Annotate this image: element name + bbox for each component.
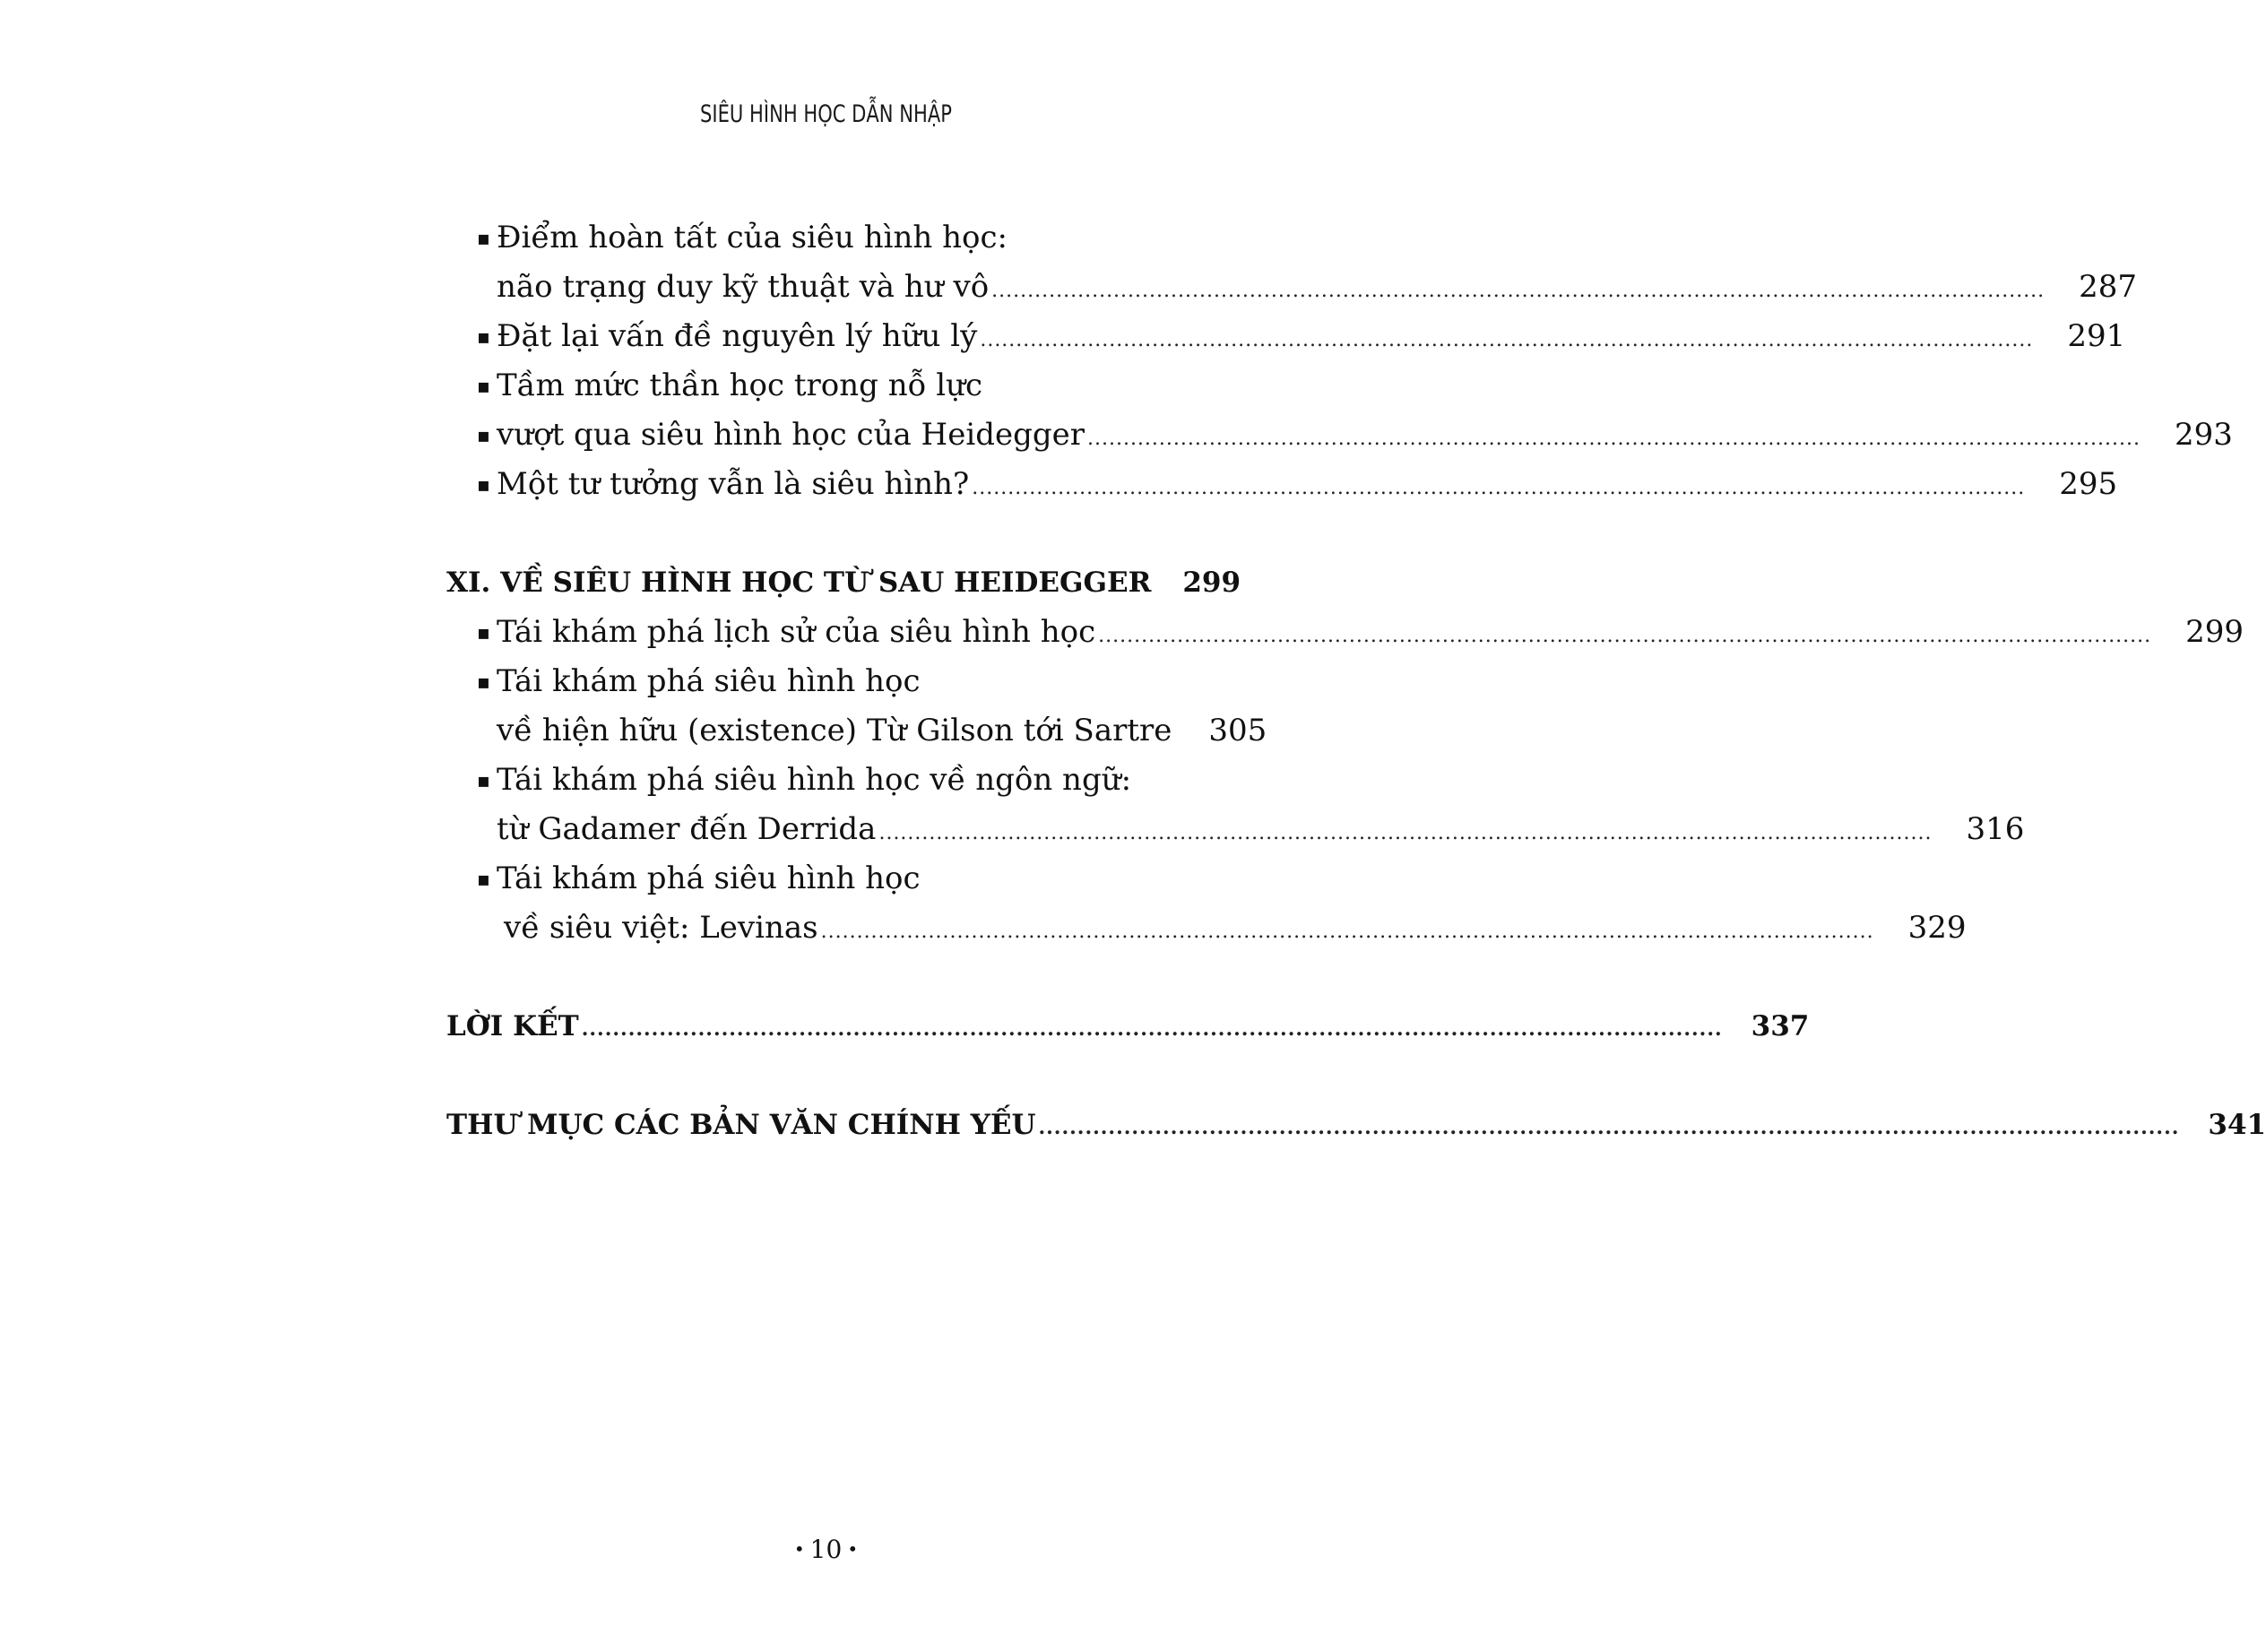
- bullet-icon: ▪: [477, 474, 490, 497]
- toc-entry[interactable]: [446, 657, 1235, 706]
- toc-entry-title: Đặt lại vấn đề nguyên lý hữu lý: [497, 318, 978, 354]
- toc-entry-title: Tầm mức thần học trong nỗ lực: [497, 368, 983, 403]
- toc-page-number: 293: [2174, 417, 2233, 453]
- toc-entry[interactable]: [446, 904, 1967, 953]
- dot-leader: ...................................................................................................................................................: [581, 1017, 1723, 1041]
- toc-entry[interactable]: [446, 361, 1235, 411]
- toc-entry[interactable]: [446, 706, 1267, 756]
- bullet-icon: ▪: [477, 671, 490, 694]
- toc-entry[interactable]: [446, 805, 2025, 854]
- toc-entry[interactable]: [446, 263, 2138, 312]
- toc-chapter-title: XI. VỀ SIÊU HÌNH HỌC TỪ SAU HEIDEGGER: [446, 567, 1152, 599]
- dot-leader: ...................................................................................................................................................: [1086, 428, 2141, 450]
- bullet-icon: ▪: [477, 228, 490, 250]
- toc-entry[interactable]: [446, 411, 2233, 460]
- toc-page-number: 299: [2185, 614, 2244, 650]
- toc-entry-title: não trạng duy kỹ thuật và hư vô: [497, 269, 990, 305]
- bullet-icon: ▪: [477, 326, 490, 349]
- bullet-icon: ▪: [477, 770, 490, 792]
- dot-leader: ...................................................................................................................................................: [1038, 1116, 2180, 1139]
- toc-page-number: 287: [2079, 269, 2138, 305]
- toc-page-number: 299: [1182, 567, 1241, 599]
- toc-entry-title: vượt qua siêu hình học của Heidegger: [497, 417, 1085, 453]
- bullet-icon: •: [847, 1538, 859, 1560]
- toc-entry-title: về hiện hữu (existence) Từ Gilson tới Sartre: [497, 713, 1172, 748]
- bullet-icon: ▪: [477, 869, 490, 891]
- toc-entry[interactable]: [446, 608, 2244, 657]
- page-number: [0, 1535, 1652, 1564]
- running-header: SIÊU HÌNH HỌC DẪN NHẬP: [700, 100, 952, 128]
- toc-page-number: 337: [1751, 1010, 1810, 1042]
- dot-leader: ...................................................................................................................................................: [972, 477, 2026, 499]
- toc-chapter-title: THƯ MỤC CÁC BẢN VĂN CHÍNH YẾU: [446, 1109, 1036, 1141]
- toc-page-number: 291: [2067, 318, 2126, 354]
- toc-entry-title: Một tư tưởng vẫn là siêu hình?: [497, 466, 970, 502]
- dot-leader: ...................................................................................................................................................: [820, 921, 1874, 943]
- toc-page-number: 305: [1208, 713, 1267, 748]
- toc-entry-title: Tái khám phá lịch sử của siêu hình học: [497, 614, 1096, 650]
- bullet-icon: ▪: [477, 376, 490, 398]
- bullet-icon: ▪: [477, 425, 490, 447]
- toc-entry-title: Tái khám phá siêu hình học: [497, 861, 921, 896]
- toc-entry[interactable]: [446, 756, 1235, 805]
- toc-page-number: 316: [1966, 811, 2025, 847]
- toc-entry-title: Điểm hoàn tất của siêu hình học:: [497, 220, 1008, 255]
- dot-leader: ...................................................................................................................................................: [878, 822, 1933, 844]
- bullet-icon: •: [793, 1538, 805, 1560]
- toc-page-number: 341: [2208, 1109, 2266, 1141]
- dot-leader: ...................................................................................................................................................: [980, 329, 2034, 351]
- table-of-contents: [446, 213, 2266, 1150]
- page-number-value: 10: [809, 1535, 843, 1564]
- toc-page-number: 329: [1907, 910, 1967, 946]
- toc-page-number: 295: [2059, 466, 2118, 502]
- toc-chapter-entry[interactable]: [446, 1101, 2266, 1150]
- dot-leader: ...................................................................................................................................................: [1098, 625, 2152, 647]
- toc-chapter-title: LỜI KẾT: [446, 1010, 579, 1042]
- toc-entry[interactable]: [446, 854, 1235, 904]
- toc-chapter-entry[interactable]: [446, 1002, 1810, 1051]
- toc-entry-title: Tái khám phá siêu hình học: [497, 663, 921, 699]
- toc-entry[interactable]: [446, 460, 2118, 509]
- toc-entry[interactable]: [446, 312, 2126, 361]
- bullet-icon: ▪: [477, 622, 490, 644]
- toc-chapter-entry[interactable]: [446, 558, 1241, 608]
- dot-leader: ...................................................................................................................................................: [991, 280, 2045, 302]
- toc-entry-title: về siêu việt: Levinas: [504, 910, 818, 946]
- toc-entry-title: từ Gadamer đến Derrida: [497, 811, 877, 847]
- toc-entry[interactable]: [446, 213, 1235, 263]
- toc-entry-title: Tái khám phá siêu hình học về ngôn ngữ:: [497, 762, 1132, 798]
